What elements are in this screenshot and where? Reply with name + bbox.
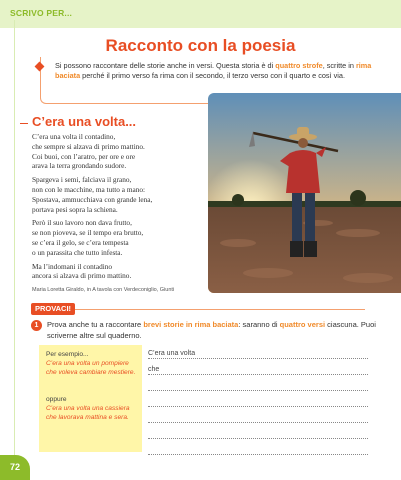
poem-line: Coi buoi, con l’aratro, per ore e ore	[32, 151, 136, 161]
poem-line: o un parassita che tutto infesta.	[32, 247, 123, 257]
stanza	[32, 218, 212, 257]
exercise-number: 1	[31, 320, 42, 331]
poem-line: non con le macchine, ma tutto a mano:	[32, 184, 146, 194]
line-2-label: che	[148, 366, 160, 373]
writing-line[interactable]	[148, 412, 368, 423]
poem-source: Maria Loretta Giraldo, in A tavola con Verdeconiglio, Giunti	[32, 287, 175, 293]
farmer-illustration	[208, 93, 401, 293]
example-note	[39, 345, 142, 452]
poem-line: Spargeva i semi, falciava il grano,	[32, 175, 132, 185]
margin-rule	[14, 20, 15, 460]
poem-line: arava la terra grondando sudore.	[32, 161, 127, 171]
page-number: 72	[0, 455, 30, 480]
stanza	[32, 262, 212, 282]
stanza	[32, 132, 212, 171]
poem-line: se non pioveva, se il tempo era brutto,	[32, 228, 144, 238]
exercise-instructions: Prova anche tu a raccontare brevi storie in rima baciata: saranno di quattro versi ciascuna. Puoi scriverne altre sul quaderno.	[47, 320, 376, 340]
poem-line: se c’era il gelo, se c’era tempesta	[32, 237, 129, 247]
stanza	[32, 175, 212, 214]
poem-line: che sempre si alzava di primo mattino.	[32, 141, 145, 151]
page-title: Racconto con la poesia	[105, 36, 296, 55]
provaci-divider	[75, 309, 365, 310]
line-1-label: C’era una volta	[148, 350, 196, 357]
provaci-badge: PROVACI!	[31, 303, 75, 315]
writing-line[interactable]	[148, 364, 368, 375]
writing-line[interactable]	[148, 428, 368, 439]
farmer-photo	[208, 93, 401, 293]
diamond-bullet-icon	[35, 62, 45, 72]
note-intro: Per esempio...	[46, 351, 89, 358]
poem-line: Spostava, ammucchiava con grande lena,	[32, 194, 153, 204]
intro-text: Si possono raccontare delle storie anche in versi. Questa storia è di quattro strofe, scritte in rima baciata perché il primo verso fa rima con il secondo, il terzo verso con il quarto e così via.	[55, 61, 372, 80]
poem-line: C’era una volta il contadino,	[32, 132, 116, 141]
note-example-1: C’era una volta un pompiere che voleva cambiare mestiere.	[46, 360, 136, 376]
section-header-bar	[0, 0, 401, 28]
poem-line: ancora si alzava di primo mattino.	[32, 271, 132, 281]
section-label: SCRIVO PER...	[10, 8, 73, 18]
writing-line[interactable]	[148, 444, 368, 455]
writing-line[interactable]	[148, 396, 368, 407]
note-example-2: C’era una volta una cassiera che lavorava mattina e sera.	[46, 405, 130, 421]
poem-text	[32, 132, 212, 285]
title-dash	[20, 123, 28, 124]
note-oppure: oppure	[46, 396, 67, 403]
poem-title: C’era una volta...	[32, 114, 137, 129]
poem-line: Però il suo lavoro non dava frutto,	[32, 218, 132, 228]
writing-line[interactable]	[148, 380, 368, 391]
poem-line: Ma l’indomani il contadino	[32, 261, 113, 271]
poem-line: portava pesi sopra la schiena.	[32, 204, 118, 214]
